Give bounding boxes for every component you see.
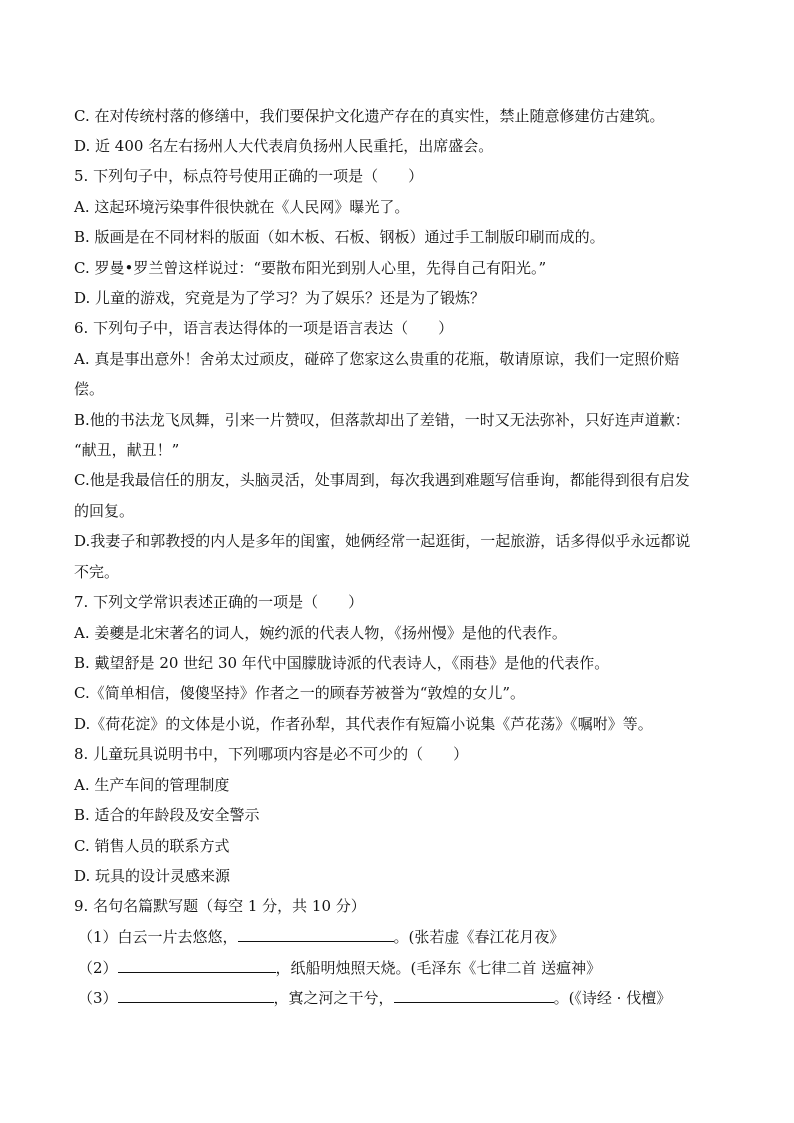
fill-in-2-blank[interactable]: [118, 957, 276, 973]
question-5: 5. 下列句子中，标点符号使用正确的一项是（ ）: [74, 167, 424, 185]
fill-in-3-suffix: 。(《诗经 · 伐檀》: [553, 989, 672, 1007]
q6-option-c: C.他是我最信任的朋友，头脑灵活，处事周到，每次我遇到难题写信垂询，都能得到很有启发: [74, 471, 690, 489]
q6-option-a: A. 真是事出意外！舍弟太过顽皮，碰碎了您家这么贵重的花瓶，敬请原谅，我们一定照价赔: [74, 350, 680, 368]
fill-in-2-suffix: ，纸船明烛照天烧。(毛泽东《七律二首 送瘟神》: [275, 959, 602, 977]
fill-in-3-blank-b[interactable]: [394, 987, 554, 1003]
q7-option-b: B. 戴望舒是 20 世纪 30 年代中国朦胧诗派的代表诗人，《雨巷》是他的代表作。: [74, 654, 610, 672]
q5-option-a: A. 这起环境污染事件很快就在《人民网》曝光了。: [74, 198, 410, 216]
q6-option-b-cont: “献丑，献丑！”: [74, 441, 180, 459]
fill-in-3: [78, 987, 738, 1009]
q8-option-a: A. 生产车间的管理制度: [74, 776, 230, 794]
q8-option-d: D. 玩具的设计灵感来源: [74, 867, 231, 885]
fill-in-2-prefix: （2）: [78, 959, 118, 977]
q8-option-b: B. 适合的年龄段及安全警示: [74, 806, 260, 824]
question-7: 7. 下列文学常识表述正确的一项是（ ）: [74, 593, 364, 611]
q6-option-d-cont: 不完。: [74, 563, 120, 581]
q5-option-d: D. 儿童的游戏，究竟是为了学习？为了娱乐？还是为了锻炼？: [74, 289, 486, 307]
q7-option-a: A. 姜夔是北宋著名的词人，婉约派的代表人物，《扬州慢》是他的代表作。: [74, 624, 567, 642]
q6-option-c-cont: 的回复。: [74, 502, 135, 520]
q6-option-a-cont: 偿。: [74, 380, 105, 398]
q6-option-b: B.他的书法龙飞凤舞，引来一片赞叹，但落款却出了差错，一时又无法弥补，只好连声道歉：: [74, 411, 690, 429]
fill-in-3-blank-a[interactable]: [118, 987, 274, 1003]
fill-in-1-suffix: 。(张若虚《春江花月夜》: [393, 928, 565, 946]
option-c-line: C. 在对传统村落的修缮中，我们要保护文化遗产存在的真实性，禁止随意修建仿古建筑。: [74, 107, 665, 125]
fill-in-3-middle: ，寘之河之干兮，: [273, 989, 394, 1007]
q5-option-c: C. 罗曼•罗兰曾这样说过：“要散布阳光到别人心里，先得自己有阳光。”: [74, 259, 547, 277]
question-6: 6. 下列句子中，语言表达得体的一项是语言表达（ ）: [74, 319, 454, 337]
q8-option-c: C. 销售人员的联系方式: [74, 837, 230, 855]
q7-option-d: D.《荷花淀》的文体是小说，作者孙犁，其代表作有短篇小说集《芦花荡》《嘱咐》等。: [74, 715, 653, 733]
option-d-line: D. 近 400 名左右扬州人大代表肩负扬州人民重托，出席盛会。: [74, 137, 494, 155]
q6-option-d: D.我妻子和郭教授的内人是多年的闺蜜，她俩经常一起逛街，一起旅游，话多得似乎永远都说: [74, 532, 691, 550]
fill-in-3-prefix: （3）: [78, 989, 118, 1007]
q5-option-b: B. 版画是在不同材料的版面（如木板、石板、钢板）通过手工制版印刷而成的。: [74, 228, 605, 246]
question-9: 9. 名句名篇默写题（每空 1 分，共 10 分）: [74, 897, 366, 915]
fill-in-1-prefix: （1）白云一片去悠悠，: [78, 928, 238, 946]
q7-option-c: C.《简单相信，傻傻坚持》作者之一的顾春芳被誉为“敦煌的女儿”。: [74, 684, 526, 702]
fill-in-2: [78, 957, 738, 979]
question-8: 8. 儿童玩具说明书中，下列哪项内容是必不可少的（ ）: [74, 745, 469, 763]
fill-in-1: [78, 926, 738, 948]
fill-in-1-blank[interactable]: [238, 926, 394, 942]
